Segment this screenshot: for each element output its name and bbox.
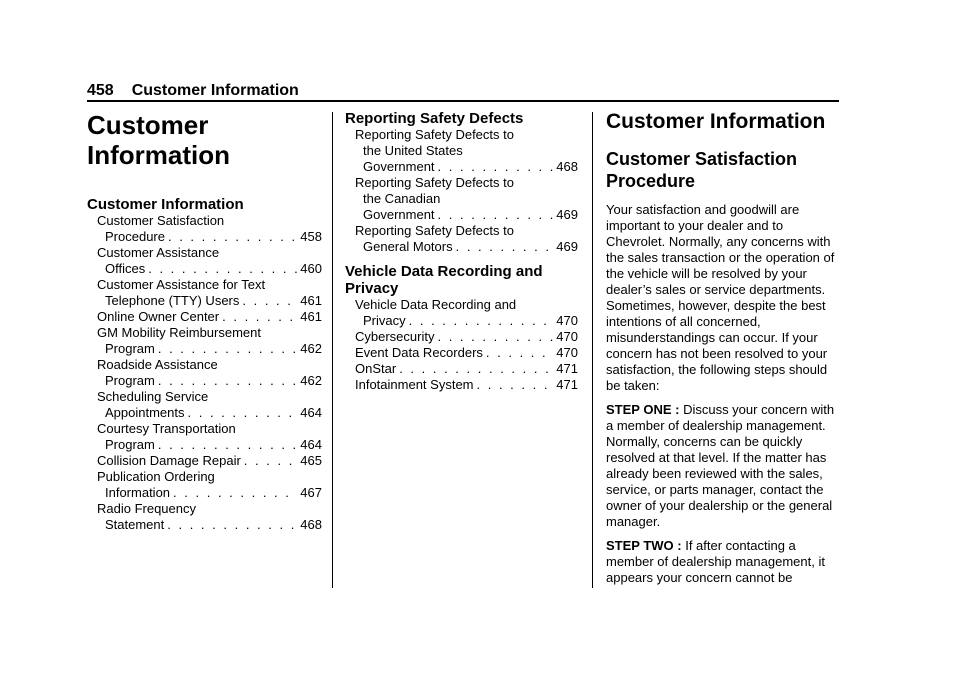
- toc-page-number: 468: [300, 517, 322, 532]
- toc-page-number: 460: [300, 261, 322, 276]
- toc-entry-row: [97, 229, 322, 245]
- section-heading: Customer Information: [606, 110, 826, 133]
- toc-entry-text: Customer Assistance for Text: [97, 277, 266, 292]
- intro-paragraph: Your satisfaction and goodwill are important to your dealer and to Chevrolet. Normally, any concerns with the sales transaction or the operation of the vehicle will be resolved by your dealer’s sales or service departments. Sometimes, however, despite the best intentions of all concerned, misunderstandings can occur. If your concern has not been resolved to your satisfaction, the following steps should be taken:: [606, 202, 835, 393]
- page-header: [87, 83, 839, 102]
- toc-section-heading: Vehicle Data Recording and Privacy: [345, 263, 543, 297]
- toc-entry-row: [97, 405, 322, 421]
- dot-leader: [437, 329, 553, 345]
- toc-entry[interactable]: [87, 357, 322, 389]
- toc-entry-row: [97, 309, 322, 325]
- toc-page-number: 468: [556, 159, 578, 174]
- toc-entry[interactable]: [87, 245, 322, 277]
- toc-entry[interactable]: [345, 297, 578, 329]
- dot-leader: [456, 239, 554, 255]
- toc-entry-text: Telephone (TTY) Users: [105, 293, 240, 308]
- toc-entry[interactable]: [345, 175, 578, 223]
- toc-entry-text: Program: [105, 373, 155, 388]
- toc-page-number: 465: [300, 453, 322, 468]
- toc-entry[interactable]: [87, 277, 322, 309]
- toc-entry-text: Government: [363, 159, 435, 174]
- toc-page-number: 470: [556, 329, 578, 344]
- toc-entry-text: Privacy: [363, 313, 406, 328]
- toc-entry-text: OnStar: [355, 361, 397, 376]
- toc-section-heading: Customer Information: [87, 196, 244, 213]
- toc-entry[interactable]: [87, 421, 322, 453]
- step-two-paragraph: STEP TWO : If after contacting a member of dealership management, it appears your concern cannot be: [606, 538, 825, 585]
- toc-list: [345, 127, 578, 255]
- toc-entry-text: Collision Damage Repair: [97, 453, 241, 468]
- toc-list: [87, 213, 322, 533]
- toc-entry-text: GM Mobility Reimbursement: [97, 325, 261, 340]
- column-divider: [592, 112, 593, 588]
- dot-leader: [222, 309, 297, 325]
- toc-page-number: 462: [300, 341, 322, 356]
- toc-column-1: [87, 110, 322, 533]
- toc-entry[interactable]: [87, 389, 322, 421]
- toc-entry-text: General Motors: [363, 239, 453, 254]
- toc-entry[interactable]: [345, 127, 578, 175]
- dot-leader: [438, 159, 554, 175]
- dot-leader: [242, 293, 297, 309]
- toc-entry-text: Program: [105, 437, 155, 452]
- toc-entry-text: Roadside Assistance: [97, 357, 218, 372]
- toc-page-number: 464: [300, 437, 322, 452]
- toc-entry-row: [97, 517, 322, 533]
- toc-entry[interactable]: [87, 309, 322, 325]
- toc-entry-row: [97, 437, 322, 453]
- dot-leader: [438, 207, 554, 223]
- toc-entry[interactable]: [87, 325, 322, 357]
- toc-entry[interactable]: [87, 469, 322, 501]
- toc-entry-row: [355, 159, 578, 175]
- toc-entry[interactable]: [87, 501, 322, 533]
- toc-entry-row: [355, 361, 578, 377]
- step-one-paragraph: STEP ONE : Discuss your concern with a member of dealership management. Normally, concerns can be quickly resolved at that level. If the matter has already been reviewed with the sales, service, or parts manager, contact the owner of your dealership or the general manager.: [606, 402, 835, 529]
- toc-entry-row: [97, 453, 322, 469]
- toc-entry[interactable]: [87, 213, 322, 245]
- toc-entry-text: Procedure: [105, 229, 165, 244]
- toc-entry-row: [97, 485, 322, 501]
- toc-entry-text: Customer Assistance: [97, 245, 220, 260]
- column-divider: [332, 112, 333, 588]
- toc-page-number: 462: [300, 373, 322, 388]
- dot-leader: [477, 377, 554, 393]
- toc-entry-text: the United States: [363, 143, 463, 158]
- toc-page-number: 461: [300, 293, 322, 308]
- dot-leader: [399, 361, 553, 377]
- toc-page-number: 470: [556, 313, 578, 328]
- dot-leader: [158, 437, 297, 453]
- toc-entry-row: [97, 293, 322, 309]
- dot-leader: [486, 345, 553, 361]
- toc-entry-row: [355, 377, 578, 393]
- toc-entry-row: [355, 313, 578, 329]
- toc-entry-text: Scheduling Service: [97, 389, 209, 404]
- toc-entry-text: Customer Satisfaction: [97, 213, 225, 228]
- step-two-label: STEP TWO :: [606, 538, 682, 553]
- toc-page-number: 467: [300, 485, 322, 500]
- step-one-label: STEP ONE :: [606, 402, 680, 417]
- toc-list: [345, 297, 578, 393]
- chapter-heading: Customer Information: [87, 110, 230, 170]
- toc-entry-text: Online Owner Center: [97, 309, 220, 324]
- toc-entry-text: Reporting Safety Defects to: [355, 175, 514, 190]
- toc-entry-text: Program: [105, 341, 155, 356]
- toc-entry[interactable]: [87, 453, 322, 469]
- dot-leader: [168, 229, 297, 245]
- dot-leader: [188, 405, 298, 421]
- toc-entry-text: Appointments: [105, 405, 185, 420]
- dot-leader: [173, 485, 297, 501]
- toc-page-number: 471: [556, 377, 578, 392]
- toc-entry-text: Government: [363, 207, 435, 222]
- chapter-title: Customer Information: [131, 82, 299, 99]
- toc-entry-text: Publication Ordering: [97, 469, 215, 484]
- toc-column-2: [345, 110, 578, 393]
- toc-entry-text: Radio Frequency: [97, 501, 196, 516]
- toc-page-number: 469: [556, 239, 578, 254]
- page-number: 458: [87, 82, 114, 99]
- toc-entry-text: Vehicle Data Recording and: [355, 297, 517, 312]
- toc-page-number: 470: [556, 345, 578, 360]
- dot-leader: [148, 261, 297, 277]
- toc-entry-row: [97, 373, 322, 389]
- toc-entry-text: Event Data Recorders: [355, 345, 483, 360]
- toc-entry-row: [97, 341, 322, 357]
- toc-entry[interactable]: [345, 377, 578, 393]
- toc-page-number: 464: [300, 405, 322, 420]
- dot-leader: [167, 517, 297, 533]
- toc-entry[interactable]: [345, 361, 578, 377]
- toc-entry-row: [355, 207, 578, 223]
- toc-entry-text: Information: [105, 485, 171, 500]
- toc-section-heading: Reporting Safety Defects: [345, 110, 524, 127]
- dot-leader: [158, 341, 297, 357]
- subsection-heading: Customer Satisfaction Procedure: [606, 149, 798, 191]
- toc-entry-row: [97, 261, 322, 277]
- toc-page-number: 458: [300, 229, 322, 244]
- toc-entry-text: Infotainment System: [355, 377, 474, 392]
- toc-entry[interactable]: [345, 329, 578, 345]
- toc-entry[interactable]: [345, 345, 578, 361]
- toc-entry-text: Offices: [105, 261, 146, 276]
- toc-entry-text: Courtesy Transportation: [97, 421, 236, 436]
- toc-entry-text: Statement: [105, 517, 165, 532]
- toc-entry-row: [355, 345, 578, 361]
- toc-entry-text: Reporting Safety Defects to: [355, 127, 514, 142]
- toc-entry-text: Reporting Safety Defects to: [355, 223, 514, 238]
- dot-leader: [409, 313, 554, 329]
- toc-entry-row: [355, 239, 578, 255]
- toc-page-number: 461: [300, 309, 322, 324]
- toc-page-number: 471: [556, 361, 578, 376]
- toc-entry-text: the Canadian: [363, 191, 441, 206]
- toc-page-number: 469: [556, 207, 578, 222]
- toc-entry-text: Cybersecurity: [355, 329, 435, 344]
- dot-leader: [244, 453, 298, 469]
- content-column: [606, 110, 841, 586]
- toc-entry-row: [355, 329, 578, 345]
- dot-leader: [158, 373, 297, 389]
- toc-entry[interactable]: [345, 223, 578, 255]
